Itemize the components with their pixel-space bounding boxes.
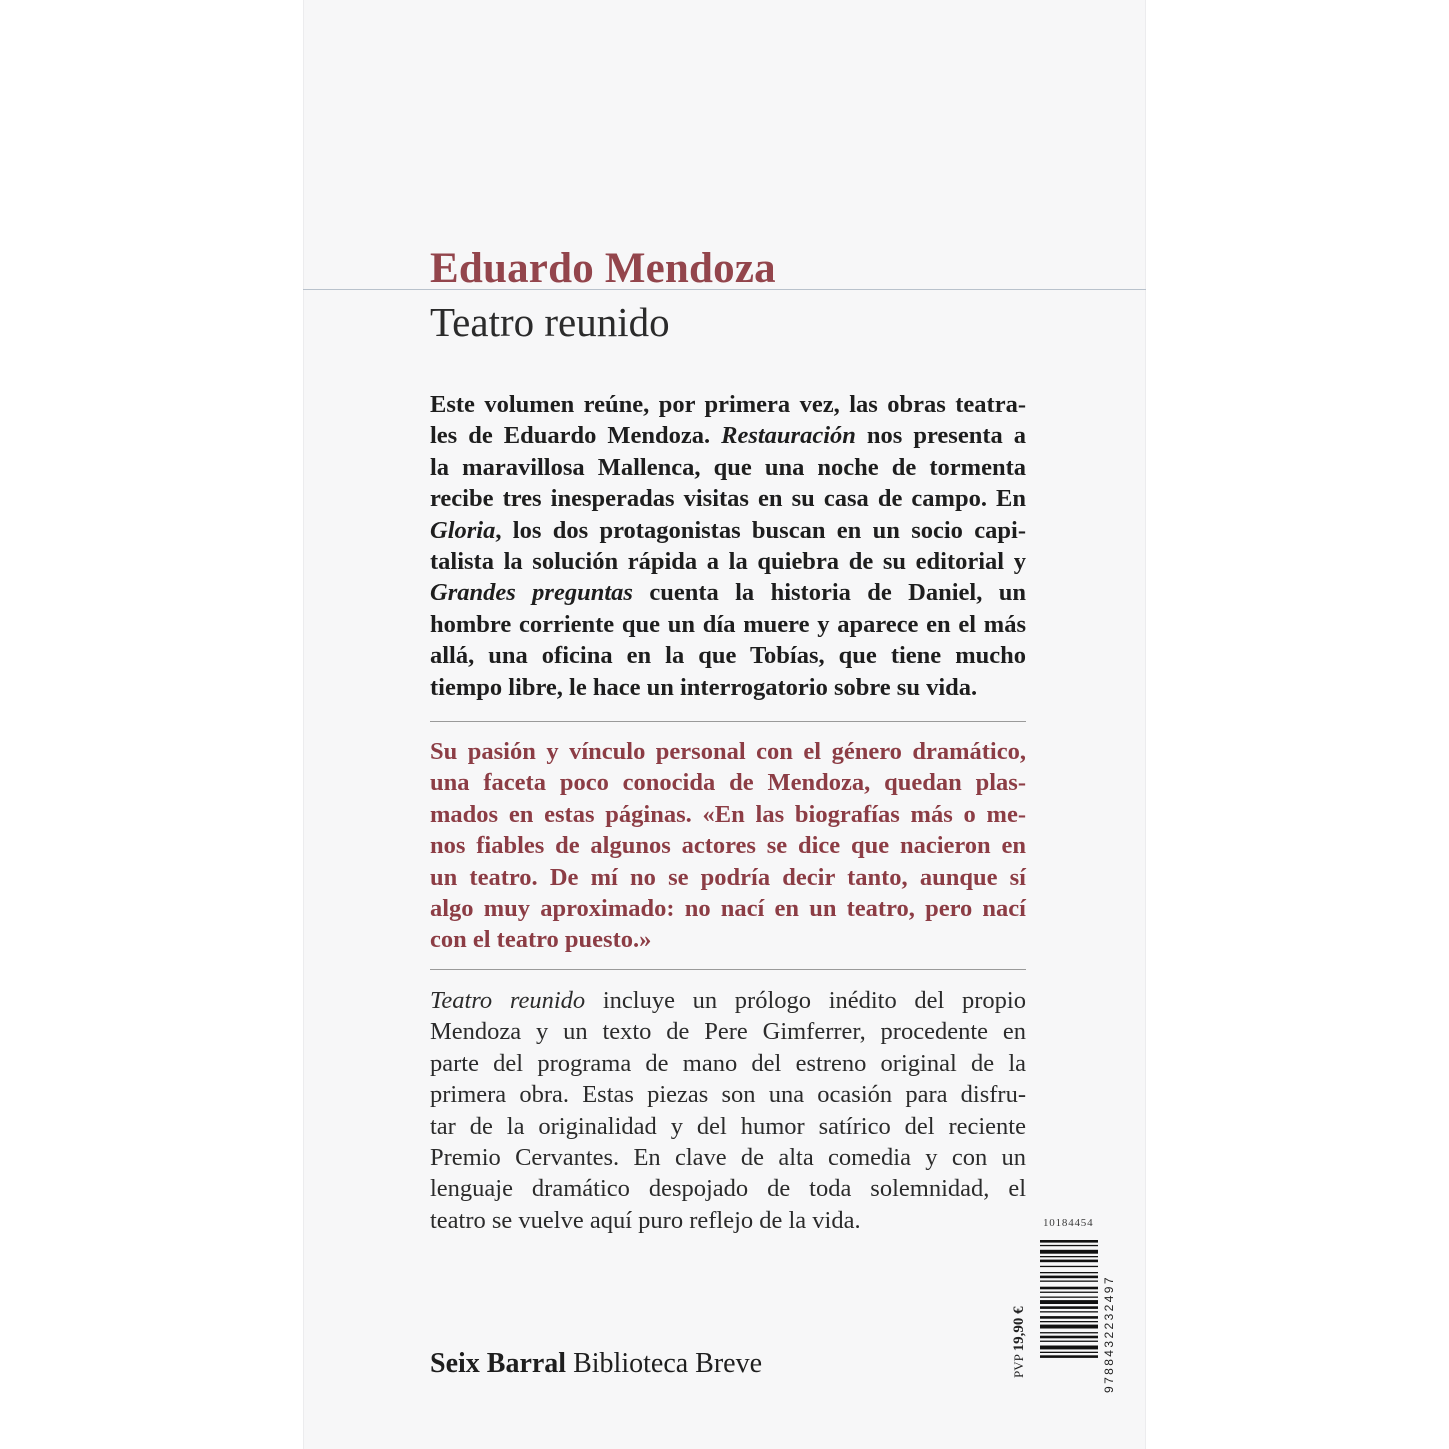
barcode-bar [1040,1346,1098,1350]
price-label [1011,1306,1028,1378]
section-divider [430,721,1026,722]
price-value: 19,90 € [1011,1306,1027,1352]
text-run: algo muy aproximado: no nací en un teatro, pero nací [430,895,1026,923]
price-prefix: PVP [1011,1354,1026,1378]
text-line [430,1016,1026,1047]
text-line [430,420,1026,451]
text-run: mados en estas páginas. «En las biografías más o me- [430,800,1026,828]
barcode-bar [1040,1297,1098,1298]
text-run: una faceta poco conocida de Mendoza, quedan plas- [430,769,1026,797]
barcode-bar [1040,1300,1098,1304]
italic-title-run: Restauración [721,422,856,450]
text-run: primera obra. Estas piezas son una ocasión para disfru- [430,1081,1026,1109]
text-run: lenguaje dramático despojado de toda solemnidad, el [430,1175,1026,1203]
text-run: un teatro. De mí no se podría decir tanto, aunque sí [430,863,1026,891]
italic-title-run: Teatro reunido [430,987,586,1014]
text-run: teatro se vuelve aquí puro reflejo de la vida. [430,1206,861,1234]
barcode-bar [1040,1287,1098,1290]
text-run: allá, una oficina en la que Tobías, que tiene mucho [430,642,1026,670]
text-run: Su pasión y vínculo personal con el género dramático, [430,738,1026,765]
text-run: Mendoza y un texto de Pere Gimferrer, procedente en [430,1018,1026,1046]
text-run: , los dos protagonistas buscan en un socio capi- [495,516,1026,544]
text-line [430,736,1026,767]
barcode-bar [1040,1355,1098,1358]
book-back-cover [303,0,1146,1449]
barcode-bar [1040,1250,1098,1254]
collection-name: Biblioteca Breve [573,1348,763,1379]
text-line [430,1173,1026,1204]
barcode-bar [1040,1281,1098,1282]
barcode-bar [1040,1272,1098,1273]
author-name: Eduardo Mendoza [430,245,776,292]
barcode-bar [1040,1316,1098,1319]
text-run: hombre corriente que un día muere y aparece en el más [430,610,1026,638]
text-line [430,1142,1026,1173]
barcode-bar [1040,1256,1098,1257]
synopsis-paragraph [430,389,1026,703]
text-run: talista la solución rápida a la quiebra de su editorial y [430,548,1026,576]
barcode-bar [1040,1240,1098,1243]
text-line [430,577,1026,608]
barcode-bar [1040,1266,1098,1267]
text-run: tar de la originalidad y del humor satírico del reciente [430,1112,1026,1140]
barcode-bar [1040,1260,1098,1263]
publisher-imprint [430,1348,762,1380]
barcode-bar [1040,1341,1098,1342]
text-line [430,546,1026,577]
text-line [430,893,1026,924]
text-line [430,515,1026,546]
text-line [430,799,1026,830]
text-run: la maravillosa Mallenca, que una noche de tormenta [430,453,1026,481]
text-line [430,830,1026,861]
barcode-bar [1040,1332,1098,1333]
italic-title-run: Gloria [430,516,496,544]
text-line [430,640,1026,671]
text-line [430,672,1026,703]
internal-code: 10184454 [1043,1217,1094,1229]
text-line [430,1205,1026,1236]
text-line [430,985,1026,1016]
barcode-bar [1040,1311,1098,1312]
barcode-bar [1040,1292,1098,1293]
barcode-bar [1040,1245,1098,1246]
text-line [430,924,1026,955]
text-line [430,1079,1026,1110]
text-run: nos presenta a [855,422,1026,450]
text-run: Este volumen reúne, por primera vez, las obras teatra- [430,391,1026,418]
barcode-bar [1040,1276,1098,1279]
text-line [430,609,1026,640]
text-run: les de Eduardo Mendoza. [430,422,722,450]
text-run: tiempo libre, le hace un interrogatorio sobre su vida. [430,673,978,701]
text-run: cuenta la historia de Daniel, un [632,579,1026,607]
text-line [430,483,1026,514]
book-title: Teatro reunido [430,299,670,345]
italic-title-run: Grandes preguntas [430,579,633,607]
about-paragraph [430,985,1026,1236]
text-run: parte del programa de mano del estreno original de la [430,1049,1026,1077]
text-run: con el teatro puesto.» [430,926,652,954]
text-run: recibe tres inesperadas visitas en su casa de campo. En [430,485,1026,513]
text-line [430,1048,1026,1079]
barcode-bar [1040,1325,1098,1329]
barcode-bar [1040,1352,1098,1353]
text-line [430,1111,1026,1142]
barcode-bar [1040,1306,1098,1309]
text-run: Premio Cervantes. En clave de alta comedia y con un [430,1144,1026,1172]
section-divider [430,969,1026,970]
text-run: incluye un prólogo inédito del propio [585,987,1026,1014]
isbn-number: 9788432232497 [1102,1275,1116,1393]
text-run: nos fiables de algunos actores se dice que nacieron en [430,832,1026,860]
barcode-bar [1040,1336,1098,1339]
text-line [430,767,1026,798]
barcode-bar [1040,1321,1098,1322]
publisher-name: Seix Barral [430,1348,567,1379]
text-line [430,452,1026,483]
text-line [430,862,1026,893]
text-line [430,389,1026,420]
author-quote-paragraph [430,736,1026,956]
